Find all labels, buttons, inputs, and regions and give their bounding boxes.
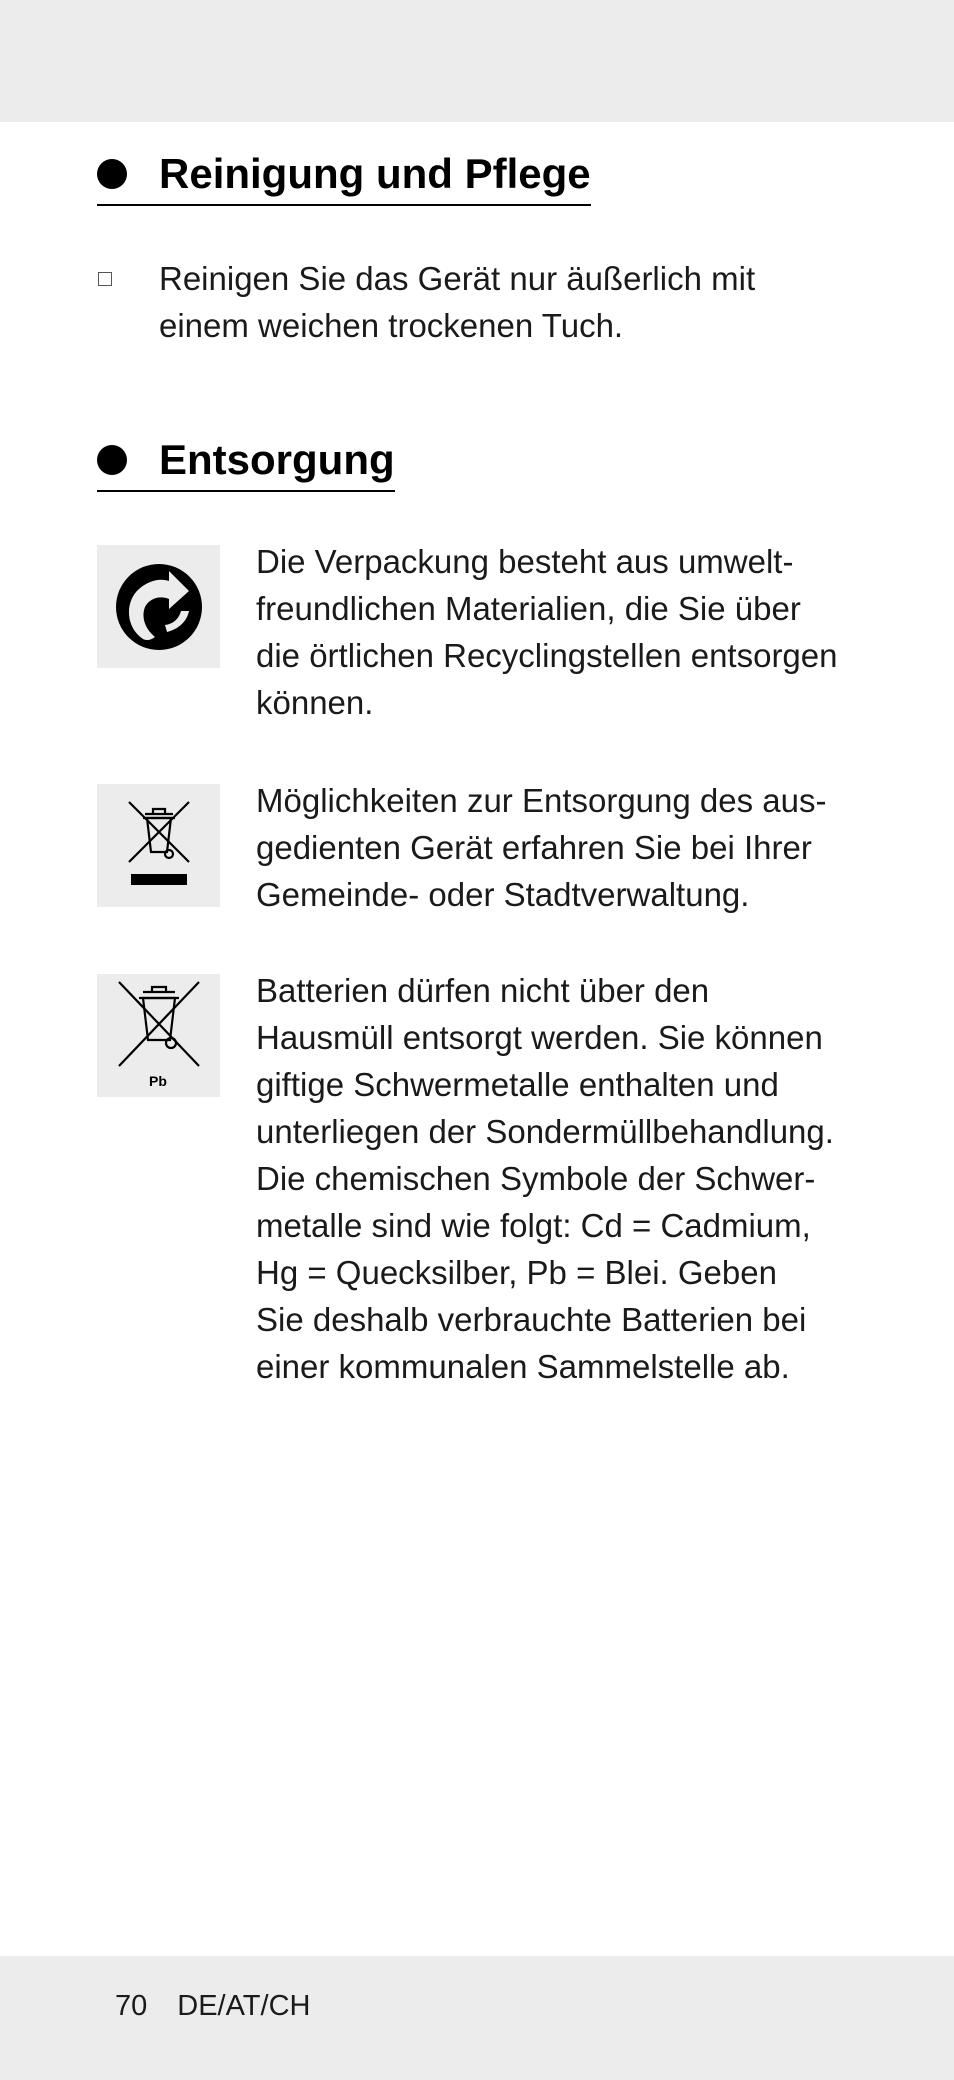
crossed-out-battery-bin-pb-icon — [97, 974, 220, 1097]
disposal-device-text: Möglichkeiten zur Entsorgung des aus- gedienten Gerät erfahren Sie bei Ihrer Gemeinde- oder Stadtverwaltung. — [256, 782, 827, 913]
heading-bullet-icon — [97, 445, 127, 475]
svg-text:Pb: Pb — [149, 1073, 167, 1089]
page-footer — [115, 1988, 310, 2024]
heading-bullet-icon — [97, 159, 127, 189]
green-dot-recycling-icon — [97, 545, 220, 668]
cleaning-instruction: Reinigen Sie das Gerät nur äußerlich mit einem weichen trockenen Tuch. — [159, 260, 756, 344]
list-square-icon — [98, 272, 112, 286]
section-title: Reinigung und Pflege — [159, 150, 591, 197]
top-band — [0, 0, 954, 122]
section-title: Entsorgung — [159, 436, 395, 483]
section-heading-cleaning — [97, 150, 591, 206]
section-heading-disposal — [97, 436, 395, 492]
page-number: 70 — [115, 1990, 148, 2022]
disposal-battery-text: Batterien dürfen nicht über den Hausmüll entsorgt werden. Sie können giftige Schwermetalle enthalten und unterliegen der Sondermüllbehandlung. Die chemischen Symbole der Schwer- metalle sind wie folgt: Cd = Cadmium, Hg = Quecksilber, Pb = Blei. Geben Sie deshalb verbrauchte Batterien bei einer kommunalen Sammelstelle ab. — [256, 972, 834, 1385]
language-codes: DE/AT/CH — [177, 1990, 311, 2022]
disposal-packaging-text: Die Verpackung besteht aus umwelt- freundlichen Materialien, die Sie über die örtlichen Recyclingstellen entsorgen können. — [256, 543, 838, 721]
crossed-out-wheelie-bin-icon — [97, 784, 220, 907]
